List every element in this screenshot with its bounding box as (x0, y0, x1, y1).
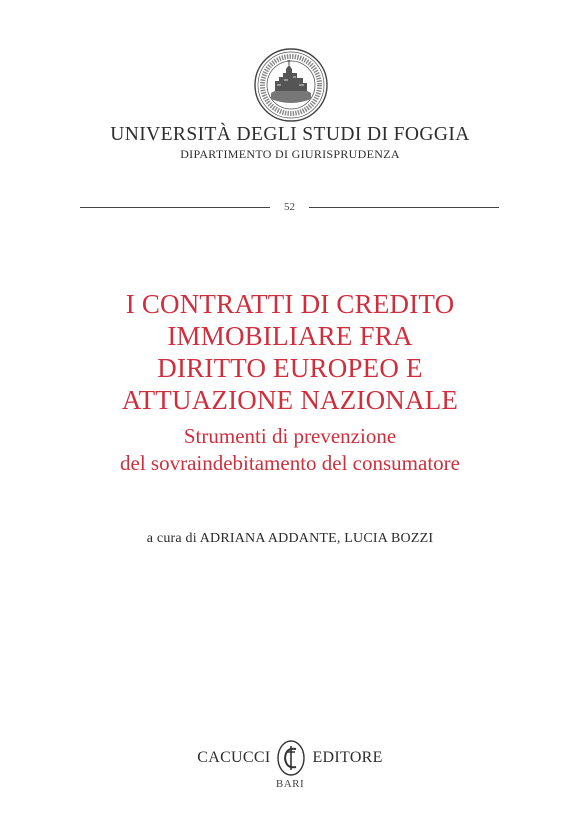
title-line: ATTUAZIONE NAZIONALE (121, 385, 459, 415)
title-line: DIRITTO EUROPEO E (157, 353, 423, 383)
university-name: UNIVERSITÀ DEGLI STUDI DI FOGGIA (110, 124, 470, 145)
book-title (40, 288, 540, 416)
cacucci-monogram-icon (276, 739, 306, 777)
university-seal-icon (253, 47, 329, 123)
series-number: 52 (284, 201, 295, 213)
subtitle-line: del sovraindebitamento del consumatore (120, 451, 460, 475)
subtitle-line: Strumenti di prevenzione (183, 424, 397, 448)
book-subtitle (40, 423, 540, 477)
divider-left (80, 207, 270, 208)
publisher-city: BARI (275, 778, 305, 790)
department-name: DIPARTIMENTO DI GIURISPRUDENZA (180, 147, 400, 161)
publisher-logo-row (0, 738, 580, 778)
publisher-name-left: CACUCCI (197, 749, 271, 766)
publisher-name-right: EDITORE (312, 749, 383, 766)
title-line: I CONTRATTI DI CREDITO (125, 289, 455, 319)
title-line: IMMOBILIARE FRA (167, 321, 413, 351)
editors-credit: a cura di ADRIANA ADDANTE, LUCIA BOZZI (146, 531, 434, 546)
divider-right (309, 207, 499, 208)
